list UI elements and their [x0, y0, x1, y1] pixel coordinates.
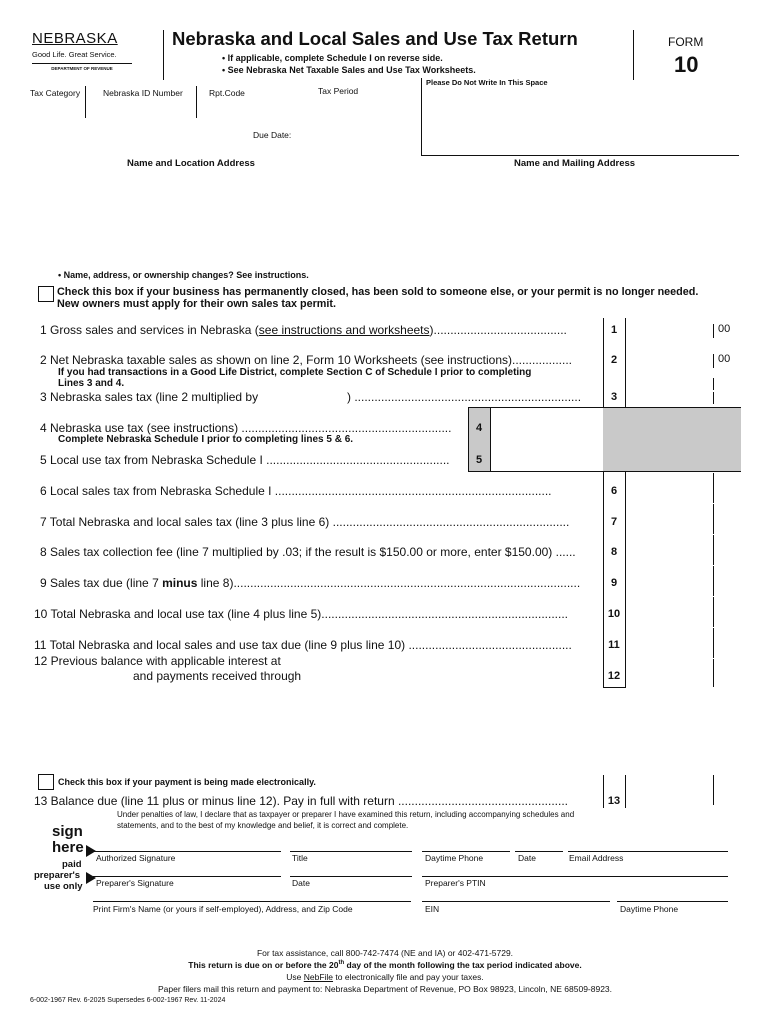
line-3-number: 3 — [610, 391, 618, 403]
ptin-field[interactable] — [422, 862, 728, 876]
line-5: 5 Local use tax from Nebraska Schedule I ....................................................... — [40, 453, 450, 467]
firm-field[interactable] — [93, 887, 411, 901]
footer-rev: 6-002-1967 Rev. 6-2025 Supersedes 6-002-1967 Rev. 11-2024 — [30, 997, 226, 1004]
line-4-number: 4 — [475, 422, 483, 434]
email-label: Email Address — [569, 853, 624, 863]
nebfile-link[interactable]: NebFile — [303, 972, 334, 982]
line-2-cents: 00 — [718, 353, 731, 365]
line-12-amount[interactable] — [627, 665, 712, 685]
authorized-signature-label: Authorized Signature — [96, 853, 176, 863]
line-12a: 12 Previous balance with applicable interest at — [34, 654, 281, 668]
date-field[interactable] — [515, 836, 563, 851]
preparer-date-label: Date — [292, 878, 310, 888]
line-4: 4 Nebraska use tax (see instructions) ............................................................... — [40, 421, 452, 435]
line-8-amount[interactable] — [627, 541, 712, 561]
ein-field[interactable] — [422, 887, 610, 901]
line-8-number: 8 — [610, 546, 618, 558]
line-1: 1 Gross sales and services in Nebraska (see instructions and worksheets)........................................ — [40, 323, 567, 337]
form-title: Nebraska and Local Sales and Use Tax Return — [172, 28, 578, 49]
footer-mail: Paper filers mail this return and payment to: Nebraska Department of Revenue, PO Box 98923, Lincoln, NE 68509-8923. — [157, 984, 613, 994]
line-9: 9 Sales tax due (line 7 minus line 8)........................................................................................................ — [40, 576, 581, 590]
electronic-payment-text: Check this box if your payment is being made electronically. — [58, 777, 316, 787]
form-number: 10 — [674, 52, 699, 77]
line-1-number: 1 — [610, 324, 618, 336]
line-11-amount[interactable] — [627, 634, 712, 654]
line-13-number: 13 — [607, 795, 621, 807]
name-mailing-label: Name and Mailing Address — [514, 158, 636, 169]
sign-label: sign — [52, 823, 83, 840]
rpt-code-label: Rpt.Code — [209, 88, 245, 98]
line-12-number: 12 — [607, 670, 621, 682]
closed-checkbox[interactable] — [38, 286, 54, 302]
title-field[interactable] — [290, 836, 412, 851]
line-13: 13 Balance due (line 11 plus or minus line 12). Pay in full with return ................................................... — [34, 794, 569, 808]
declaration-1: Under penalties of law, I declare that as taxpayer or preparer I have examined this return, including accompanying schedules and — [117, 810, 575, 819]
line-4-amount[interactable] — [492, 417, 602, 437]
preparer-signature-label: Preparer's Signature — [96, 878, 174, 888]
line-1-amount[interactable] — [627, 320, 712, 340]
line-5-number: 5 — [475, 454, 483, 466]
form-label: FORM — [668, 35, 704, 49]
line-6: 6 Local sales tax from Nebraska Schedule I ................................................................................... — [40, 484, 552, 498]
paid-label: paid — [62, 859, 82, 870]
line-3-amount[interactable] — [627, 387, 712, 407]
preparer-date-field[interactable] — [290, 862, 412, 876]
firm-label: Print Firm's Name (or yours if self-employed), Address, and Zip Code — [93, 904, 353, 914]
line-2-amount[interactable] — [627, 350, 712, 370]
title-label: Title — [292, 853, 308, 863]
ptin-label: Preparer's PTIN — [425, 878, 486, 888]
closed-text-1: Check this box if your business has permanently closed, has been sold to someone else, or your permit is no longer needed. — [57, 286, 699, 298]
line-7-number: 7 — [610, 516, 618, 528]
closed-text-2: New owners must apply for their own sales tax permit. — [57, 298, 336, 310]
line-5-amount[interactable] — [492, 449, 602, 469]
date-label: Date — [518, 853, 536, 863]
do-not-write-label: Please Do Not Write In This Space — [426, 78, 548, 87]
header-bullet-1: • If applicable, complete Schedule I on reverse side. — [222, 53, 443, 63]
line-11: 11 Total Nebraska and local sales and use tax due (line 9 plus line 10) ................................................. — [34, 638, 572, 652]
declaration-2: statements, and to the best of my knowledge and belief, it is correct and complete. — [117, 821, 409, 830]
line-2-note-1: If you had transactions in a Good Life District, complete Section C of Schedule I prior to completing — [58, 367, 532, 378]
line-10-amount[interactable] — [627, 603, 712, 623]
due-date-label: Due Date: — [253, 130, 292, 140]
preparers-label: preparer's — [34, 870, 81, 881]
tax-category-label: Tax Category — [30, 88, 81, 98]
line-2-note-2: Lines 3 and 4. — [58, 378, 125, 389]
shaded-area — [603, 407, 741, 471]
line-1-cents: 00 — [718, 323, 731, 335]
line-7-amount[interactable] — [627, 511, 712, 531]
line-9-amount[interactable] — [627, 572, 712, 592]
firm-phone-field[interactable] — [617, 887, 728, 901]
firm-phone-label: Daytime Phone — [620, 904, 679, 914]
tax-period-label: Tax Period — [318, 86, 359, 96]
line-4-note: Complete Nebraska Schedule I prior to completing lines 5 & 6. — [58, 434, 354, 445]
changes-note: • Name, address, or ownership changes? See instructions. — [58, 270, 309, 280]
line-3-post: ) .................................................................... — [347, 390, 582, 404]
line-13-amount[interactable] — [627, 790, 712, 808]
worksheets-link[interactable]: see instructions and worksheets — [258, 323, 430, 337]
footer-assist: For tax assistance, call 800-742-7474 (NE and IA) or 402-471-5729. — [256, 948, 514, 958]
authorized-signature-field[interactable] — [93, 836, 281, 851]
line-2: 2 Net Nebraska taxable sales as shown on line 2, Form 10 Worksheets (see instructions).................. — [40, 353, 573, 367]
line-10: 10 Total Nebraska and local use tax (line 4 plus line 5).......................................................................... — [34, 607, 568, 621]
footer-use: Use NebFile to electronically file and pay your taxes. — [286, 972, 484, 982]
footer-due: This return is due on or before the 20th day of the month following the tax period indicated above. — [188, 960, 582, 970]
line-12b: and payments received through — [133, 669, 302, 683]
daytime-phone-field[interactable] — [422, 836, 510, 851]
line-8: 8 Sales tax collection fee (line 7 multiplied by .03; if the result is $150.00 or more, enter $150.00) ...... — [40, 545, 576, 559]
line-2-number: 2 — [610, 354, 618, 366]
ein-label: EIN — [425, 904, 440, 914]
header-bullet-2: • See Nebraska Net Taxable Sales and Use Tax Worksheets. — [222, 65, 476, 75]
line-10-number: 10 — [607, 608, 621, 620]
nebraska-id-label: Nebraska ID Number — [103, 88, 183, 98]
preparer-signature-field[interactable] — [93, 862, 281, 876]
electronic-payment-checkbox[interactable] — [38, 774, 54, 790]
daytime-phone-label: Daytime Phone — [425, 853, 484, 863]
logo-name: NEBRASKA — [32, 30, 118, 47]
name-location-label: Name and Location Address — [127, 158, 255, 169]
here-label: here — [52, 839, 84, 856]
line-7: 7 Total Nebraska and local sales tax (line 3 plus line 6) ....................................................................... — [40, 515, 570, 529]
line-9-number: 9 — [610, 577, 618, 589]
line-6-number: 6 — [610, 485, 618, 497]
line-3: 3 Nebraska sales tax (line 2 multiplied by — [40, 390, 259, 404]
line-11-number: 11 — [608, 639, 620, 651]
line-6-amount[interactable] — [627, 480, 712, 500]
logo-tagline: Good Life. Great Service. — [32, 50, 117, 59]
logo — [32, 30, 132, 71]
use-only-label: use only — [44, 881, 83, 892]
logo-dept: DEPARTMENT OF REVENUE — [51, 66, 113, 71]
email-field[interactable] — [568, 836, 728, 851]
